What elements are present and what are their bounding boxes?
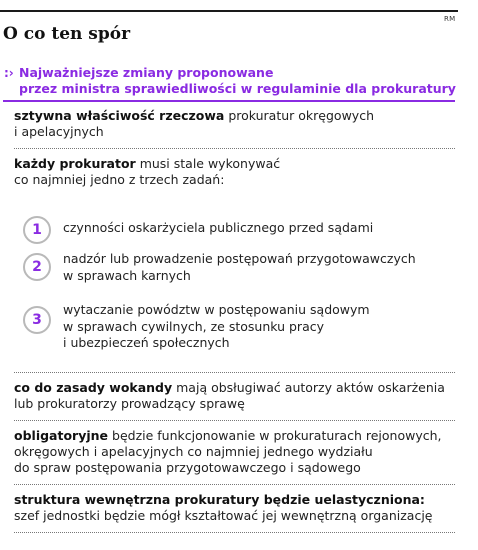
- task-text: [63, 251, 416, 284]
- section-line-1: [14, 380, 445, 396]
- task-line-1: nadzór lub prowadzenie postępowań przygotowawczych: [63, 251, 416, 266]
- task-text: [63, 220, 373, 237]
- number-badge: 3: [23, 306, 51, 334]
- section-lead: co do zasady wokandy: [14, 380, 173, 395]
- task-line-1: wytaczanie powództw w postępowaniu sądowym: [63, 302, 370, 317]
- task-line-3: i ubezpieczeń społecznych: [63, 335, 230, 350]
- section-line-1: [14, 492, 432, 508]
- subtitle-rule: [3, 100, 455, 102]
- section-lead: struktura wewnętrzna prokuratury będzie uelastyczniona:: [14, 492, 425, 507]
- section-struktura: [14, 492, 432, 524]
- dotted-divider: [14, 420, 455, 421]
- page-title: O co ten spór: [3, 24, 131, 44]
- section-text: mają obsługiwać autorzy aktów oskarżenia: [172, 380, 445, 395]
- section-line-2: okręgowych i apelacyjnych co najmniej jednego wydziału: [14, 444, 373, 459]
- dotted-divider: [14, 532, 455, 533]
- subtitle-line-1: Najważniejsze zmiany proponowane: [19, 65, 274, 80]
- subtitle: [19, 65, 456, 97]
- task-line-2: w sprawach karnych: [63, 267, 191, 283]
- task-text: [63, 302, 370, 352]
- section-line-3: do spraw postępowania przygotowawczego i sądowego: [14, 460, 361, 475]
- section-text: prokuratur okręgowych: [224, 108, 374, 123]
- section-line-1: [14, 156, 280, 172]
- subtitle-line-2: przez ministra sprawiedliwości w regulaminie dla prokuratury: [19, 81, 456, 96]
- section-kazdy-prokurator: [14, 156, 280, 188]
- section-lead: każdy prokurator: [14, 156, 136, 171]
- section-line-2: szef jednostki będzie mógł kształtować jej wewnętrzną organizację: [14, 508, 433, 523]
- section-lead: obligatoryjne: [14, 428, 109, 443]
- section-wokandy: [14, 380, 445, 412]
- task-line-1: czynności oskarżyciela publicznego przed sądami: [63, 220, 374, 235]
- dotted-divider: [14, 372, 455, 373]
- number-badge: 2: [23, 253, 51, 281]
- section-lead: sztywna właściwość rzeczowa: [14, 108, 225, 123]
- section-sztywna-wlasciwosc: [14, 108, 374, 140]
- section-line-2: lub prokuratorzy prowadzący sprawę: [14, 396, 245, 411]
- section-line-2: co najmniej jedno z trzech zadań:: [14, 172, 225, 187]
- section-line-1: [14, 428, 442, 444]
- section-text: będzie funkcjonowanie w prokuraturach rejonowych,: [108, 428, 442, 443]
- dotted-divider: [14, 484, 455, 485]
- task-line-2: w sprawach cywilnych, ze stosunku pracy: [63, 318, 324, 334]
- section-line-2: i apelacyjnych: [14, 124, 104, 139]
- number-badge: 1: [23, 216, 51, 244]
- section-line-1: [14, 108, 374, 124]
- subtitle-marker-icon: :›: [4, 66, 14, 80]
- section-text: musi stale wykonywać: [135, 156, 281, 171]
- section-obligatoryjne: [14, 428, 442, 476]
- top-rule: [0, 10, 458, 12]
- dotted-divider: [14, 148, 455, 149]
- credit-label: RM: [444, 15, 456, 23]
